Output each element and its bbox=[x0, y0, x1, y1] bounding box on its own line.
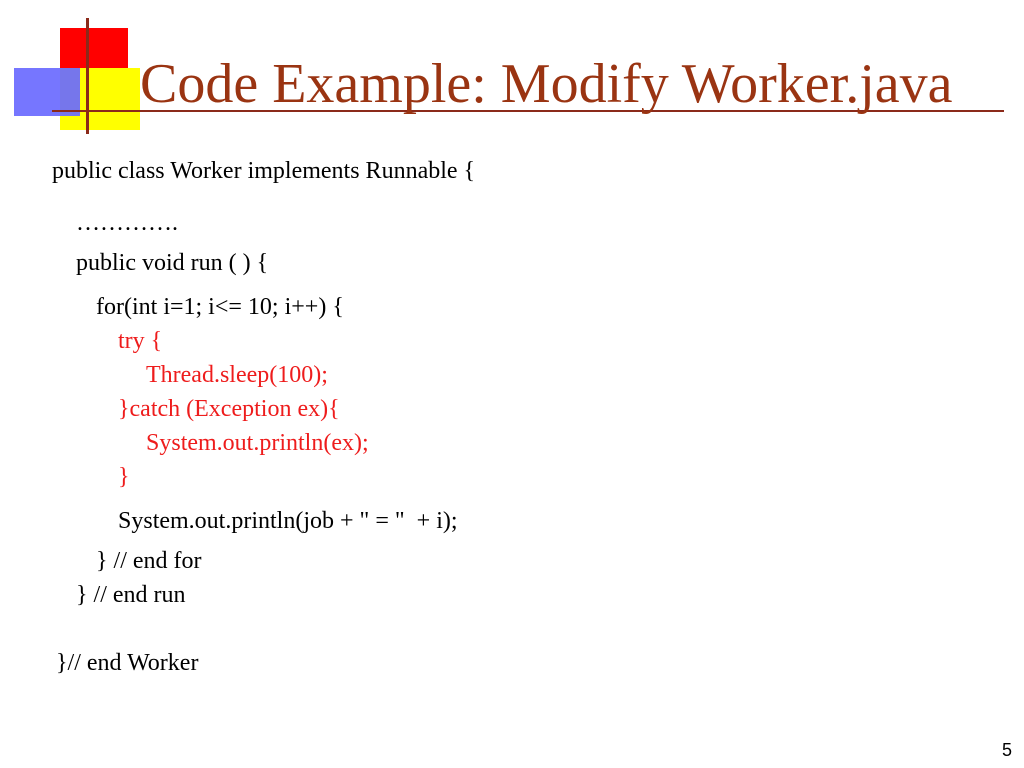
logo-vertical-line bbox=[86, 18, 89, 134]
code-line-highlighted: }catch (Exception ex){ bbox=[118, 396, 340, 422]
code-line-highlighted: } bbox=[118, 464, 130, 490]
code-line: } // end run bbox=[76, 582, 186, 608]
code-line: for(int i=1; i<= 10; i++) { bbox=[96, 294, 344, 320]
code-line: } // end for bbox=[96, 548, 202, 574]
code-line: …………. bbox=[76, 210, 184, 236]
slide-title: Code Example: Modify Worker.java bbox=[140, 53, 953, 115]
code-line-highlighted: try { bbox=[118, 328, 163, 354]
code-line: System.out.println(job + " = " + i); bbox=[118, 508, 458, 534]
code-line: }// end Worker bbox=[56, 650, 199, 676]
code-line: public void run ( ) { bbox=[76, 250, 269, 276]
code-line-highlighted: System.out.println(ex); bbox=[146, 430, 369, 456]
page-number: 5 bbox=[1001, 740, 1012, 760]
code-line-highlighted: Thread.sleep(100); bbox=[146, 362, 328, 388]
code-line: public class Worker implements Runnable { bbox=[52, 158, 476, 184]
logo-blue-square bbox=[14, 68, 80, 116]
logo-squares bbox=[0, 0, 160, 140]
